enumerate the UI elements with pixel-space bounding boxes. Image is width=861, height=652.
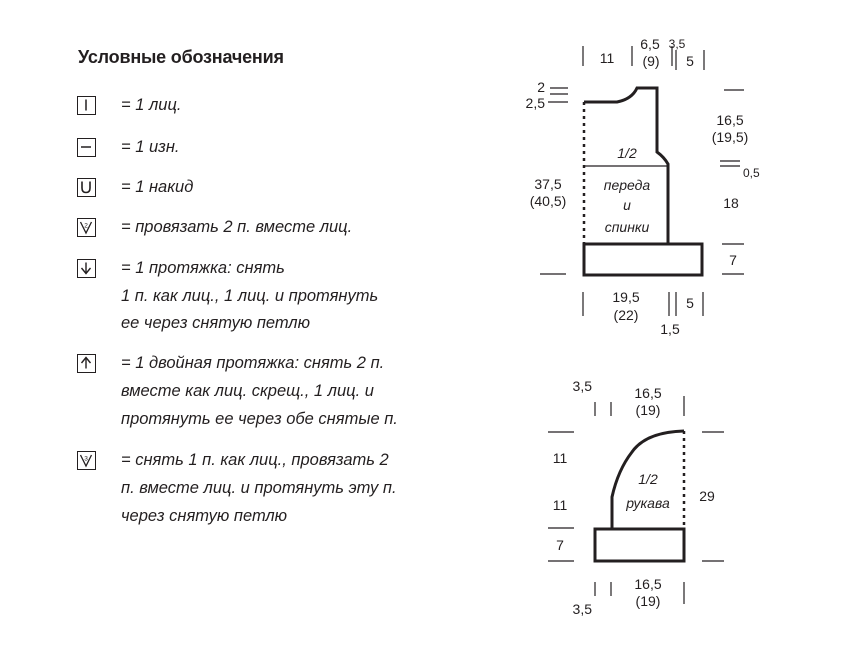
svg-text:3: 3	[84, 455, 88, 463]
legend-text-double-decrease-2: вместе как лиц. скрещ., 1 лиц. и	[121, 382, 374, 400]
legend-text-skp-3: ее через снятую петлю	[121, 314, 311, 332]
legend-text-skp-2: 1 п. как лиц., 1 лиц. и протянуть	[121, 287, 379, 305]
dim-step: 0,5	[743, 166, 760, 180]
legend-text-double-decrease-3: протянуть ее через обе снятые п.	[121, 410, 398, 428]
sleeve-dim-top-width: 16,5	[634, 385, 662, 401]
dim-side: 18	[723, 195, 739, 211]
sleeve-pattern	[548, 378, 724, 617]
dim-side-step: 1,5	[660, 321, 680, 337]
dim-armhole: 16,5	[716, 112, 744, 128]
svg-text:2: 2	[84, 222, 88, 230]
sleeve-dim-cuff: 7	[556, 537, 564, 553]
dim-length-alt: (40,5)	[529, 193, 567, 209]
sleeve-label-sleeve: рукава	[626, 495, 670, 511]
sleeve-dim-total: 29	[699, 488, 715, 504]
legend-text-knit: = 1 лиц.	[121, 96, 182, 114]
legend-text-sk2p-2: п. вместе лиц. и протянуть эту п.	[121, 479, 397, 497]
dim-neck-edge: 3,5	[668, 37, 686, 51]
dim-half-width: 19,5	[612, 289, 640, 305]
sleeve-dim-cap: 11	[552, 450, 568, 466]
legend-text-yarn-over: = 1 накид	[121, 178, 194, 196]
dim-length: 37,5	[534, 176, 562, 192]
sleeve-dim-bottom-width-alt: (19)	[635, 593, 661, 609]
dim-neck-width: 6,5	[640, 36, 660, 52]
body-label-front: переда	[603, 177, 651, 193]
dim-armhole-alt: (19,5)	[711, 129, 749, 145]
dim-neck-left: 11	[599, 50, 615, 66]
legend-text-skp-1: = 1 протяжка: снять	[121, 259, 285, 277]
sleeve-dim-top-edge: 3,5	[572, 378, 592, 394]
dim-neck-drop-2: 2,5	[525, 95, 545, 111]
sleeve-dim-middle: 11	[552, 497, 568, 513]
sleeve-dim-top-width-alt: (19)	[635, 402, 661, 418]
legend-text-k2tog: = провязать 2 п. вместе лиц.	[121, 218, 353, 236]
legend-title: Условные обозначения	[78, 47, 284, 67]
dim-side-extra: 5	[686, 295, 694, 311]
sleeve-label-half: 1/2	[638, 471, 658, 487]
dim-neck-width-alt: (9)	[642, 53, 660, 69]
body-label-back: спинки	[604, 219, 650, 235]
body-label-half: 1/2	[617, 145, 637, 161]
legend-text-purl: = 1 изн.	[121, 138, 180, 156]
legend-text-sk2p-1: = снять 1 п. как лиц., провязать 2	[121, 451, 389, 469]
dim-shoulder: 5	[686, 53, 694, 69]
sleeve-dim-bottom-width: 16,5	[634, 576, 662, 592]
body-pattern	[526, 36, 760, 337]
legend-text-double-decrease-1: = 1 двойная протяжка: снять 2 п.	[121, 354, 385, 372]
dim-rib: 7	[729, 252, 737, 268]
legend-text-sk2p-3: через снятую петлю	[121, 507, 288, 525]
sleeve-dim-bottom-edge: 3,5	[572, 601, 592, 617]
body-label-and: и	[623, 197, 631, 213]
dim-half-width-alt: (22)	[613, 307, 639, 323]
dim-neck-drop-1: 2	[537, 79, 545, 95]
